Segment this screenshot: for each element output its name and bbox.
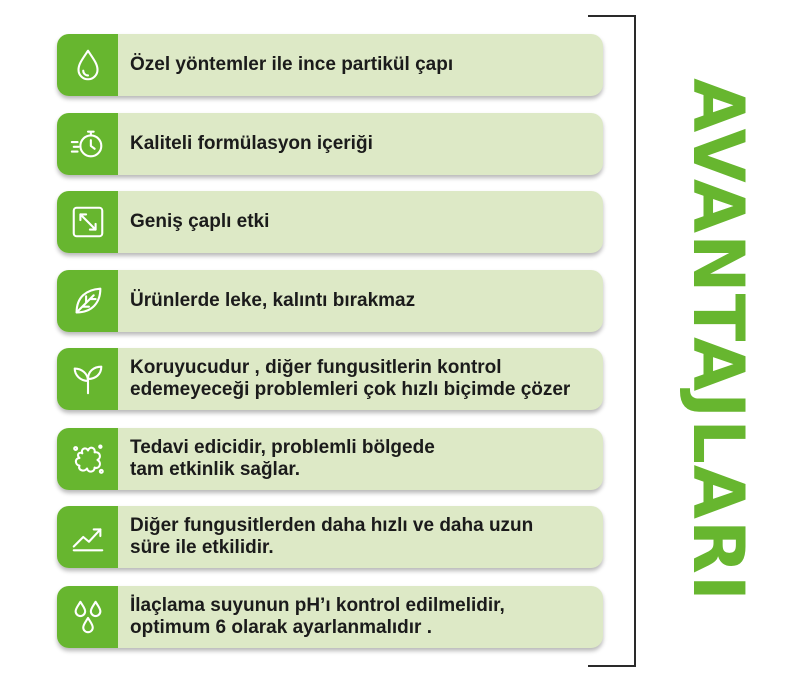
list-item [57,270,603,332]
list-item [57,428,603,490]
list-item [57,506,603,568]
item-text [130,428,593,490]
item-text [130,270,593,332]
item-line: edemeyeceği problemleri çok hızlı biçimde çözer [130,379,571,400]
icon-box [57,428,118,490]
splash-icon [69,440,107,478]
list-item [57,113,603,175]
list-item [57,348,603,410]
item-line: Ürünlerde leke, kalıntı bırakmaz [130,290,416,311]
list-item [57,34,603,96]
item-text [130,348,593,410]
list-item [57,191,603,253]
leaf-icon [69,282,107,320]
icon-box [57,348,118,410]
item-text [130,586,593,648]
sprout-icon [69,360,107,398]
item-line: tam etkinlik sağlar. [130,459,301,480]
item-line: Koruyucudur , diğer fungusitlerin kontrol [130,357,502,378]
vertical-title-wrap [677,78,759,602]
icon-box [57,34,118,96]
diagonal-arrows-icon [69,203,107,241]
icon-box [57,506,118,568]
stopwatch-icon [69,125,107,163]
item-text [130,506,593,568]
list-item [57,586,603,648]
icon-box [57,586,118,648]
item-line: optimum 6 olarak ayarlanmalıdır . [130,617,432,638]
item-text [130,191,593,253]
item-text [130,113,593,175]
item-line: Tedavi edicidir, problemli bölgede [130,437,435,458]
trend-up-icon [69,518,107,556]
droplet-icon [69,46,107,84]
item-line: süre ile etkilidir. [130,537,274,558]
item-line: Kaliteli formülasyon içeriği [130,133,373,154]
icon-box [57,113,118,175]
vertical-title: AVANTAJLARI [677,78,759,602]
item-line: Diğer fungusitlerden daha hızlı ve daha uzun [130,515,534,536]
item-line: Geniş çaplı etki [130,211,270,232]
item-text [130,34,593,96]
item-line: İlaçlama suyunun pH’ı kontrol edilmelidir, [130,595,505,616]
icon-box [57,270,118,332]
icon-box [57,191,118,253]
item-line: Özel yöntemler ile ince partikül çapı [130,54,454,75]
drops-icon [69,598,107,636]
